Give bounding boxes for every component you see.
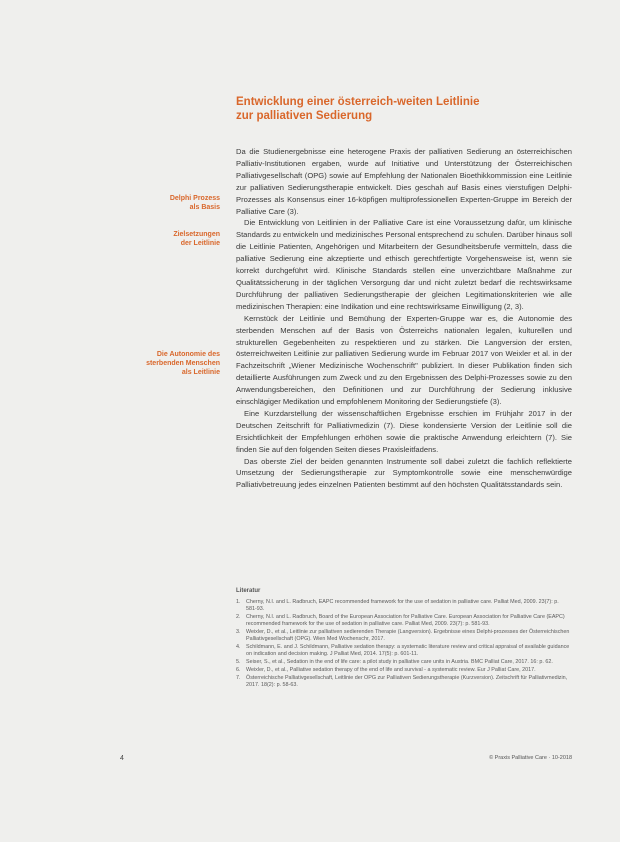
section-title-line: zur palliativen Sedierung [236,110,373,122]
reference-number: 4. [236,644,241,650]
reference-number: 3. [236,629,241,635]
reference-number: 6. [236,666,241,673]
reference-text: Weixler, D., et al., Palliative sedation therapy of the end of life and survival - a systematic review. Eur J Palliat Care, 2017. [246,666,536,673]
side-note-goals [120,230,220,248]
reference-list [236,599,570,690]
side-note-line: der Leitlinie [180,240,220,247]
body-text [236,146,572,491]
page-number: 4 [120,755,124,762]
reference-item [236,659,570,666]
literature-heading: Literatur [236,588,261,594]
reference-item [236,614,570,628]
reference-item [236,675,570,689]
reference-item [236,667,570,674]
paragraph: Die Entwicklung von Leitlinien in der Palliative Care ist eine Voraussetzung dafür, um klinische Standards zu entwickeln und medizinisches Personal entsprechend zu schulen. Darüber hinaus soll die Leitlinie Patienten, Angehörigen und Mitarbeitern der Gesundheitsberufe vermitteln, dass die palliative Sedierung eine akzeptierte und ethisch gerechtfertigte Vorgehensweise ist, wenn sie korrekt durchgeführt wird. Klinische Standards stellen eine unverzichtbare Maßnahme zur Qualitätssicherung in der täglichen Versorgung dar und nicht zuletzt bedarf die rechtswirksame Durchführung der palliativen Sedierungstherapie der gleichen Legitimationskriterien wie alle medizinischen Therapien: eine Indikation und eine rechtswirksame Einwilligung (2, 3). [236,218,572,311]
reference-text: Seiser, S., et al., Sedation in the end of life care: a pilot study in palliative care units in Austria. BMC Palliat Care, 2017. 16: p. 62. [246,659,553,665]
side-note-autonomy [120,350,220,377]
reference-text: Weixler, D., et al., Leitlinie zur palliativen sedierenden Therapie (Langversion). Ergebnisse eines Delphi-prozesses der Österreichischen Palliativgesellschaft (OPG). Wien Med Wochenschr, 2017. [246,629,570,643]
footer-publication: © Praxis Palliative Care · 10-2018 [489,755,572,761]
paragraph: Da die Studienergebnisse eine heterogene Praxis der palliativen Sedierung an österreichischen Palliativ-Institutionen ergaben, wurde auf Initiative und Unterstützung der Österreichischen Palliativgesellschaft (OPG) sowie auf Empfehlung der Nationalen Bioethikkommission eine Leitlinie zur palliativen Sedierungstherapie entwickelt. Dies geschah auf Basis eines vierstufigen Delphi-Prozesses als Konsensus einer 16-köpfigen multiprofessionellen Experten-Gruppe im Bereich der Palliative Care (3). [236,147,572,216]
paragraph: Kernstück der Leitlinie und Bemühung der Experten-Gruppe war es, die Autonomie des sterbenden Menschen auf der Basis von Österreichs nationalen legalen, kulturellen und strukturellen Gegebenheiten zu respektieren und zu stärken. Die Langversion der ersten, österreichweiten Leitlinie zur palliativen Sedierung wurde im Februar 2017 von Weixler et al. in der Fachzeitschrift „Wiener Medizinische Wochenschrift" publiziert. In dieser Publikation finden sich detaillierte Ausführungen zum Zweck und zu den Ergebnissen des Delphi-Prozesses sowie zu den Anwendungsbereichen, den Definitionen und zur Durchführung der Sedierung inklusive einschlägiger Medikation und empfohlenem Monitoring der Sedierungstiefe (3). [236,313,572,407]
side-note-line: Die Autonomie des [156,351,220,358]
section-title [236,95,576,123]
side-note-line: sterbenden Menschen [146,360,220,367]
reference-number: 1. [236,599,241,605]
reference-number: 5. [236,659,241,665]
reference-item [236,644,570,658]
reference-item [236,599,570,613]
side-note-line: als Basis [189,204,220,211]
reference-item [236,629,570,643]
reference-text: Cherny, N.I. and L. Radbruch, Board of the European Association for Palliative Care. European Association for Palliative Care (EAPC) recommended framework for the use of sedation in palliative care. Palliat Med, 2009. 23(7): p. 581-93. [246,614,565,628]
reference-text: Schildmann, E. and J. Schildmann, Palliative sedation therapy: a systematic literature review and critical appraisal of available guidance on indication and decision making. J Palliat Med, 2014. 17(5): p. 601-11. [246,644,570,658]
reference-text: Cherny, N.I. and L. Radbruch, EAPC recommended framework for the use of sedation in palliative care. Palliat Med, 2009. 23(7): p. 581-93. [246,599,559,613]
paragraph: Das oberste Ziel der beiden genannten Instrumente soll dabei zuletzt die fachlich reflektierte Umsetzung der Sedierungstherapie zur Symptomkontrolle sowie eine menschenwürdige Palliativbetreuung jedes einzelnen Patienten bestimmt auf den höchsten Qualitätsstandards sein. [236,456,572,490]
reference-number: 2. [236,614,241,620]
section-title-line: Entwicklung einer österreich-weiten Leitlinie [236,96,480,108]
side-note-line: Delphi Prozess [169,195,220,202]
side-note-line: als Leitlinie [181,369,220,376]
side-note-line: Zielsetzungen [173,231,220,238]
paragraph: Eine Kurzdarstellung der wissenschaftlichen Ergebnisse erschien im Frühjahr 2017 in der Deutschen Zeitschrift für Palliativmedizin (7). Diese kondensierte Version der Leitlinie soll die Ersichtlichkeit der Empfehlungen erhöhen sowie die praktische Anwendung erleichtern (7). Sie finden Sie auf den folgenden Seiten dieses Praxisleitfadens. [236,408,572,454]
reference-text: Österreichische Palliativgesellschaft, Leitlinie der OPG zur Palliativen Sedierungstherapie (Kurzversion). Zeitschrift für Palliativmedizin, 2017. 18(2): p. 58-63. [246,674,568,688]
side-note-delphi [120,194,220,212]
reference-number: 7. [236,674,241,681]
